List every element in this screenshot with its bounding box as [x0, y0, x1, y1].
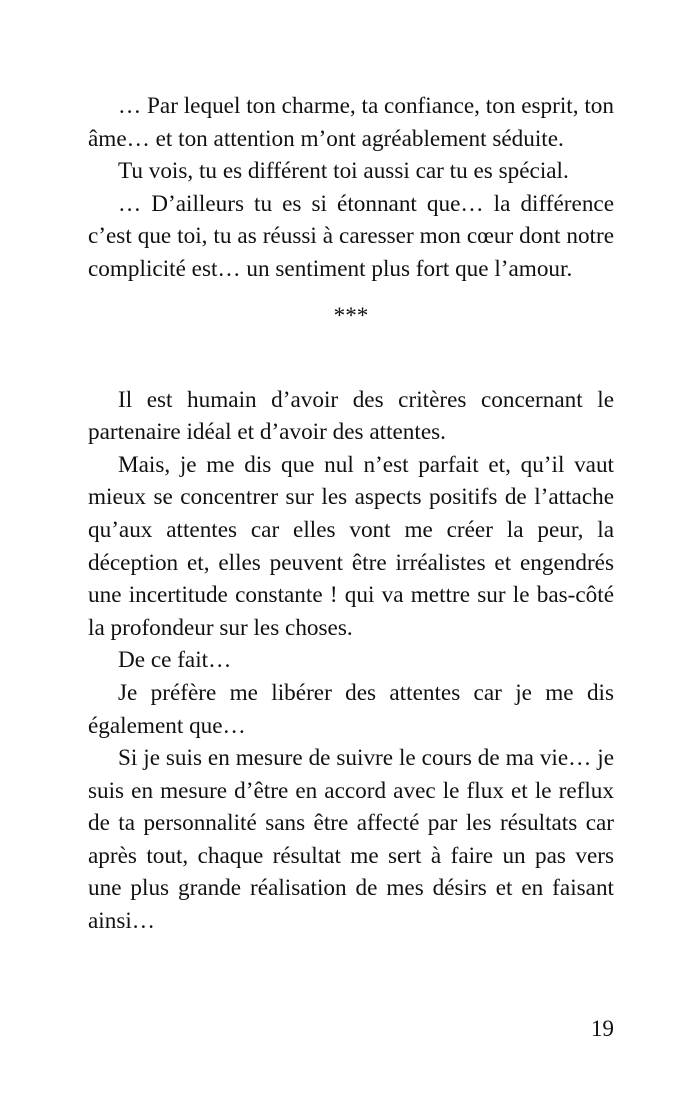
paragraph-si-je-suis: Si je suis en mesure de suivre le cours de ma vie… je suis en mesure d’être en accord avec le flux et le reflux de ta personnalité sans être affecté par les résultats car après tout, chaque résultat me sert à faire un pas vers une plus grande réalisation de mes désirs et en faisant ainsi…	[88, 745, 614, 935]
page-text	[88, 90, 614, 938]
paragraph-humain: Il est humain d’avoir des critères concernant le partenaire idéal et d’avoir des attentes.	[88, 386, 614, 446]
paragraph-tu-vois: Tu vois, tu es différent toi aussi car tu es spécial.	[118, 158, 569, 185]
page-number: 19	[590, 1016, 614, 1042]
section-separator: ***	[333, 302, 369, 329]
paragraph-de-ce-fait: De ce fait…	[118, 647, 232, 674]
paragraph-ailleurs: … D’ailleurs tu es si étonnant que… la différence c’est que toi, tu as réussi à caresser mon cœur dont notre complicité est… un sentiment plus fort que l’amour.	[88, 190, 614, 282]
paragraph-je-prefere: Je préfère me libérer des attentes car je me dis également que…	[88, 679, 614, 739]
paragraph-mais: Mais, je me dis que nul n’est parfait et, qu’il vaut mieux se concentrer sur les aspects positifs de l’attache qu’aux attentes car elles vont me créer la peur, la déception et, elles peuvent être irréalistes et engendrés une incertitude constante ! qui va mettre sur le bas-côté la profondeur sur les choses.	[88, 451, 614, 641]
paragraph-charme: … Par lequel ton charme, ta confiance, ton esprit, ton âme… et ton attention m’ont agréablement séduite.	[88, 93, 614, 152]
